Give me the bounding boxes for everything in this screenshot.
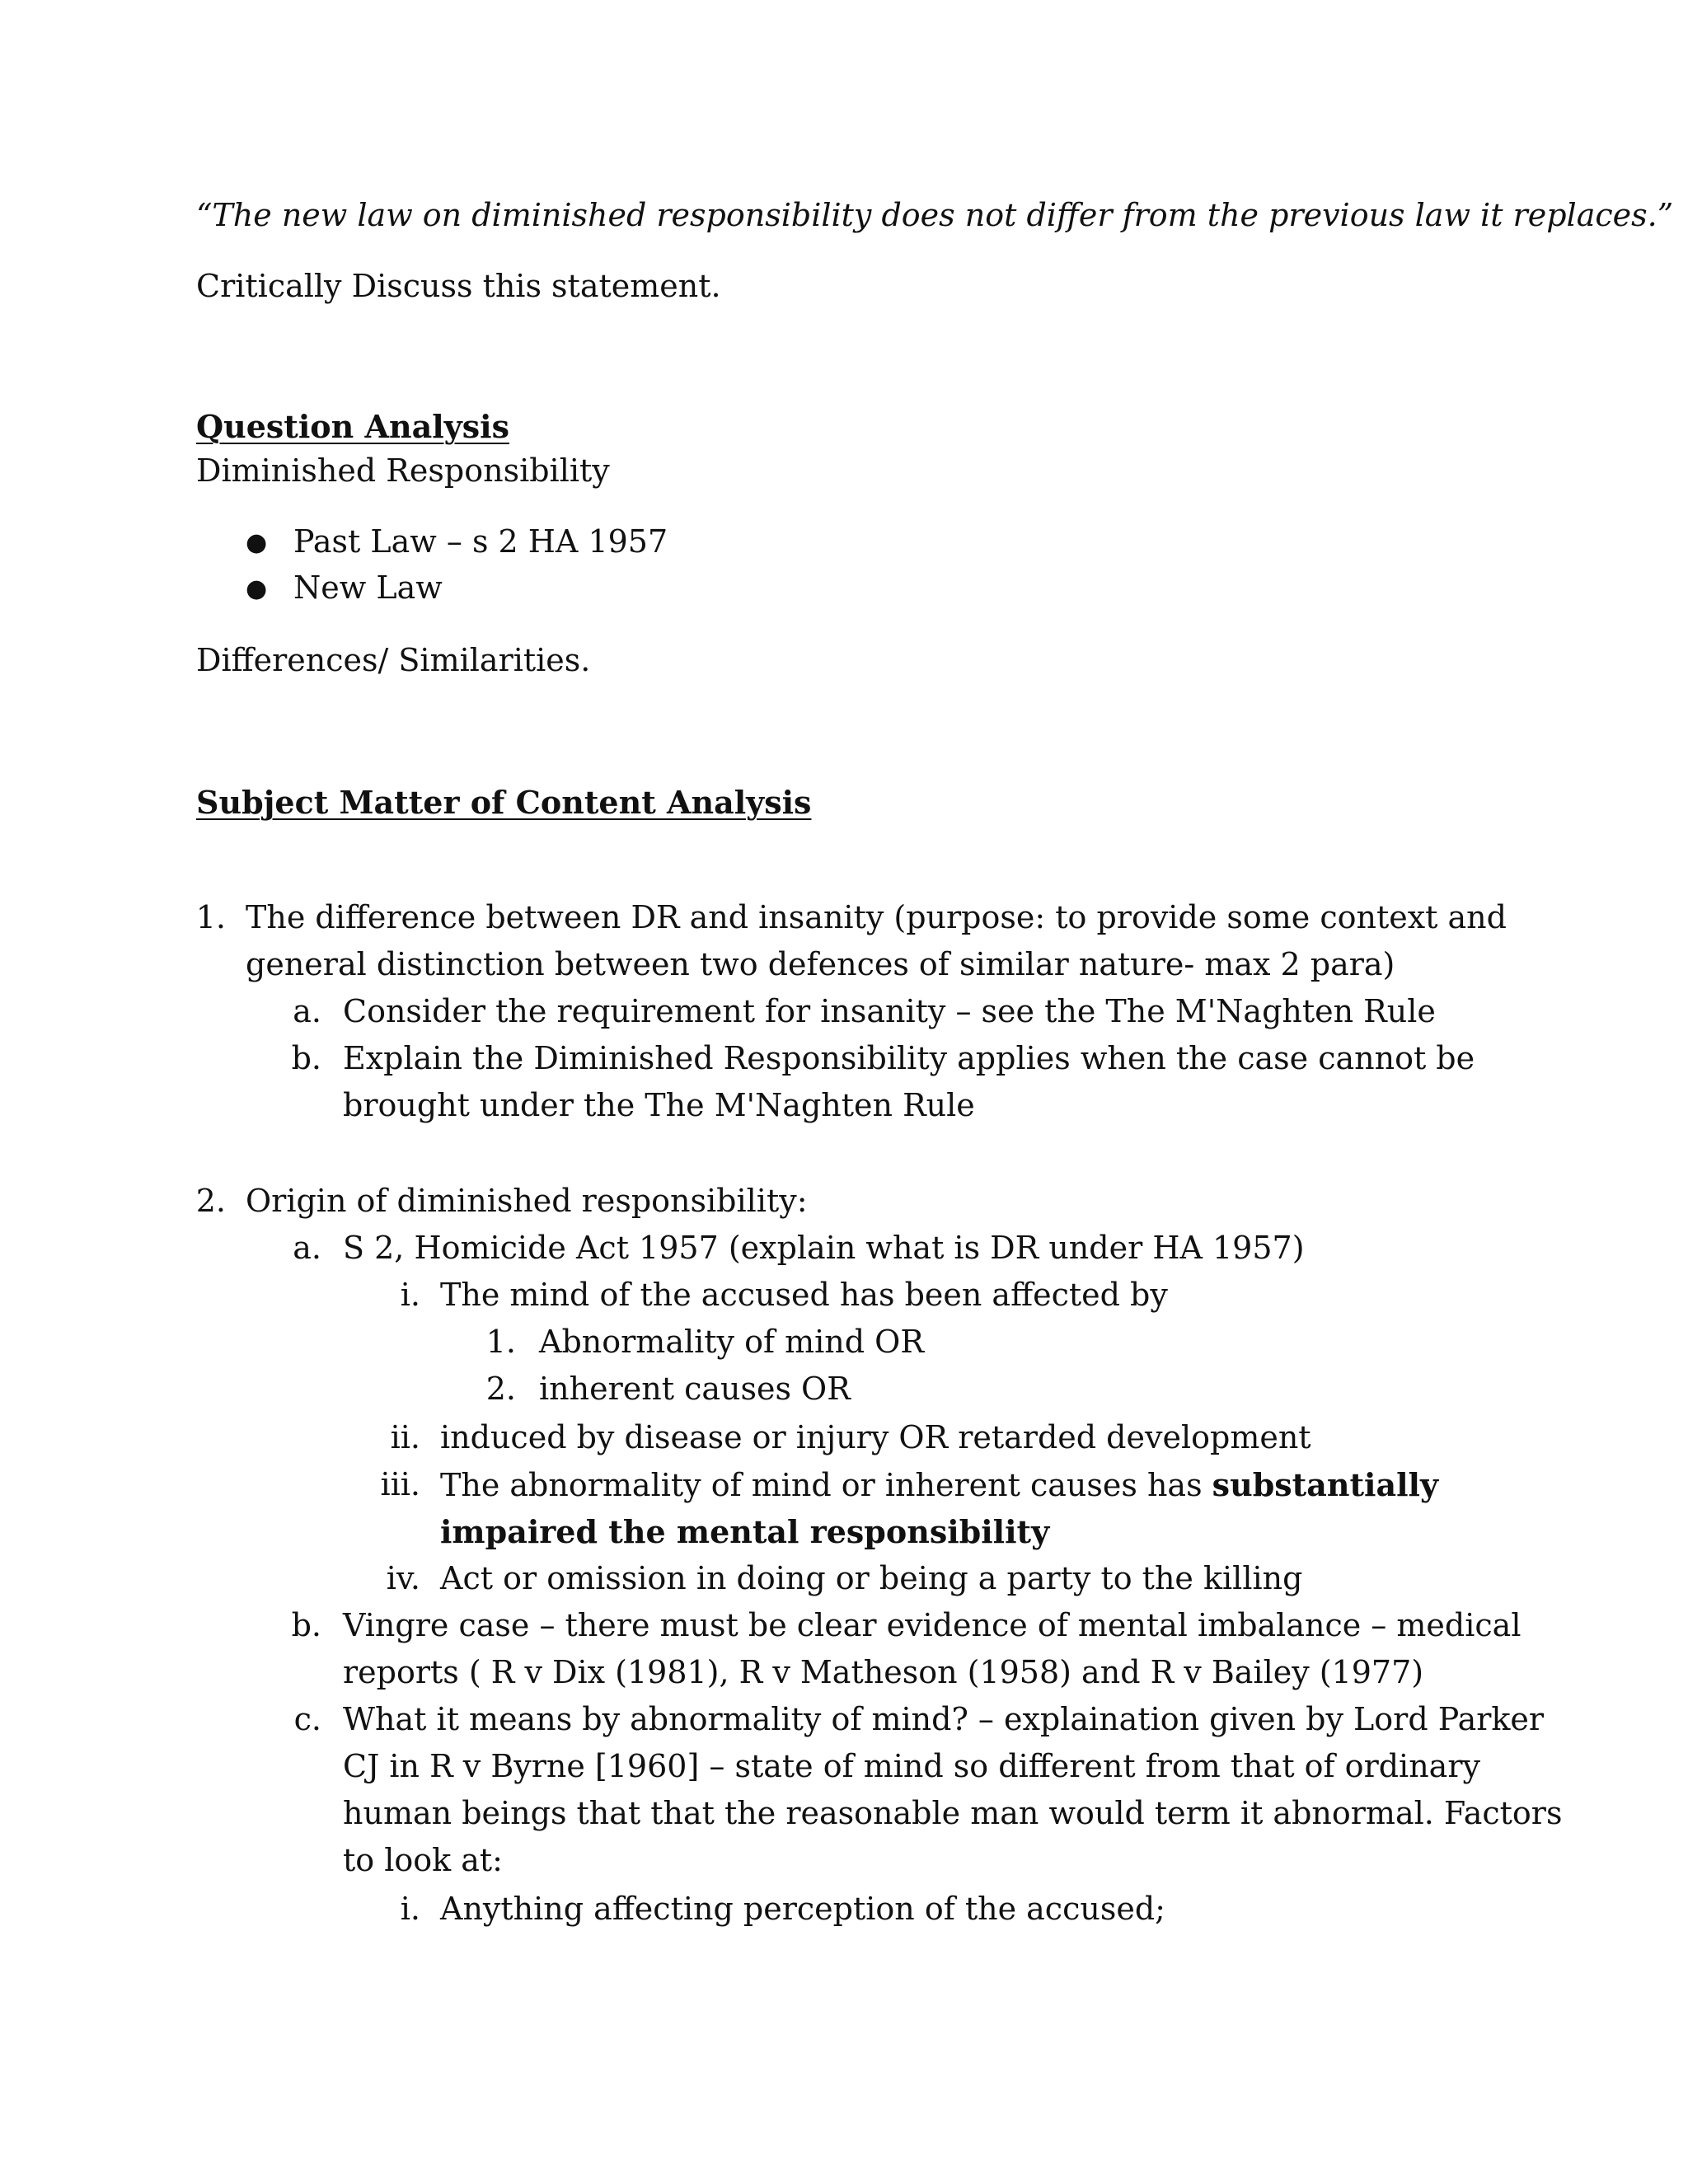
list-marker: iv. — [386, 1560, 420, 1596]
list-item-text: Abnormality of mind OR — [539, 1324, 924, 1360]
content-analysis-heading: Subject Matter of Content Analysis — [196, 784, 812, 821]
question-analysis-heading: Question Analysis — [196, 408, 509, 445]
list-marker: i. — [400, 1277, 420, 1313]
list-marker: i. — [400, 1891, 420, 1927]
list-item-text-bold: substantially — [1212, 1466, 1439, 1503]
list-item-text: inherent causes OR — [539, 1371, 851, 1407]
quote: “The new law on diminished responsibility does not differ from the previous law it replaces.” — [196, 197, 1674, 233]
list-item-text-plain: The abnormality of mind or inherent causes has — [440, 1467, 1212, 1503]
bullet-icon: ● — [246, 574, 268, 603]
list-item-text: human beings that that the reasonable man would term it abnormal. Factors — [343, 1795, 1563, 1831]
list-marker: 2. — [485, 1371, 516, 1407]
list-item-text: The mind of the accused has been affected by — [440, 1277, 1168, 1313]
list-item-text: Anything affecting perception of the accused; — [440, 1891, 1165, 1927]
bullet-item: New Law — [293, 569, 443, 606]
list-item-text: What it means by abnormality of mind? – explaination given by Lord Parker — [343, 1701, 1545, 1737]
list-item-text: Consider the requirement for insanity – see the The M'Naghten Rule — [343, 993, 1436, 1029]
list-item-text: general distinction between two defences of similar nature- max 2 para) — [246, 946, 1395, 982]
list-marker: a. — [293, 1230, 321, 1266]
list-item-text-bold: impaired the mental responsibility — [440, 1513, 1050, 1550]
list-item-text: brought under the The M'Naghten Rule — [343, 1087, 975, 1123]
list-item-text: S 2, Homicide Act 1957 (explain what is DR under HA 1957) — [343, 1230, 1305, 1266]
list-item-text: reports ( R v Dix (1981), R v Matheson (1958) and R v Bailey (1977) — [343, 1654, 1424, 1690]
list-item-text: The difference between DR and insanity (purpose: to provide some context and — [246, 899, 1507, 935]
list-marker: ii. — [390, 1419, 420, 1455]
instruction: Critically Discuss this statement. — [196, 268, 721, 304]
list-marker: b. — [291, 1607, 321, 1643]
list-marker: b. — [291, 1040, 321, 1076]
list-item-text: Origin of diminished responsibility: — [246, 1183, 808, 1219]
list-marker: a. — [293, 993, 321, 1029]
question-footer: Differences/ Similarities. — [196, 642, 591, 678]
list-marker: 1. — [195, 899, 226, 935]
list-item-text: to look at: — [343, 1842, 503, 1878]
list-item-text: Vingre case – there must be clear evidence of mental imbalance – medical — [343, 1607, 1522, 1643]
list-marker: iii. — [380, 1466, 420, 1502]
list-marker: 2. — [195, 1183, 226, 1219]
list-item-text: Explain the Diminished Responsibility applies when the case cannot be — [343, 1040, 1475, 1076]
bullet-icon: ● — [246, 528, 268, 557]
list-item-text: induced by disease or injury OR retarded development — [440, 1419, 1311, 1455]
bullet-item: Past Law – s 2 HA 1957 — [293, 523, 668, 560]
list-item-text: CJ in R v Byrne [1960] – state of mind so different from that of ordinary — [343, 1748, 1480, 1784]
list-marker: c. — [293, 1701, 321, 1737]
list-item-text — [440, 1467, 1438, 1504]
list-item-text: Act or omission in doing or being a party to the killing — [440, 1560, 1303, 1596]
question-topic: Diminished Responsibility — [196, 452, 610, 489]
list-marker: 1. — [485, 1324, 516, 1360]
